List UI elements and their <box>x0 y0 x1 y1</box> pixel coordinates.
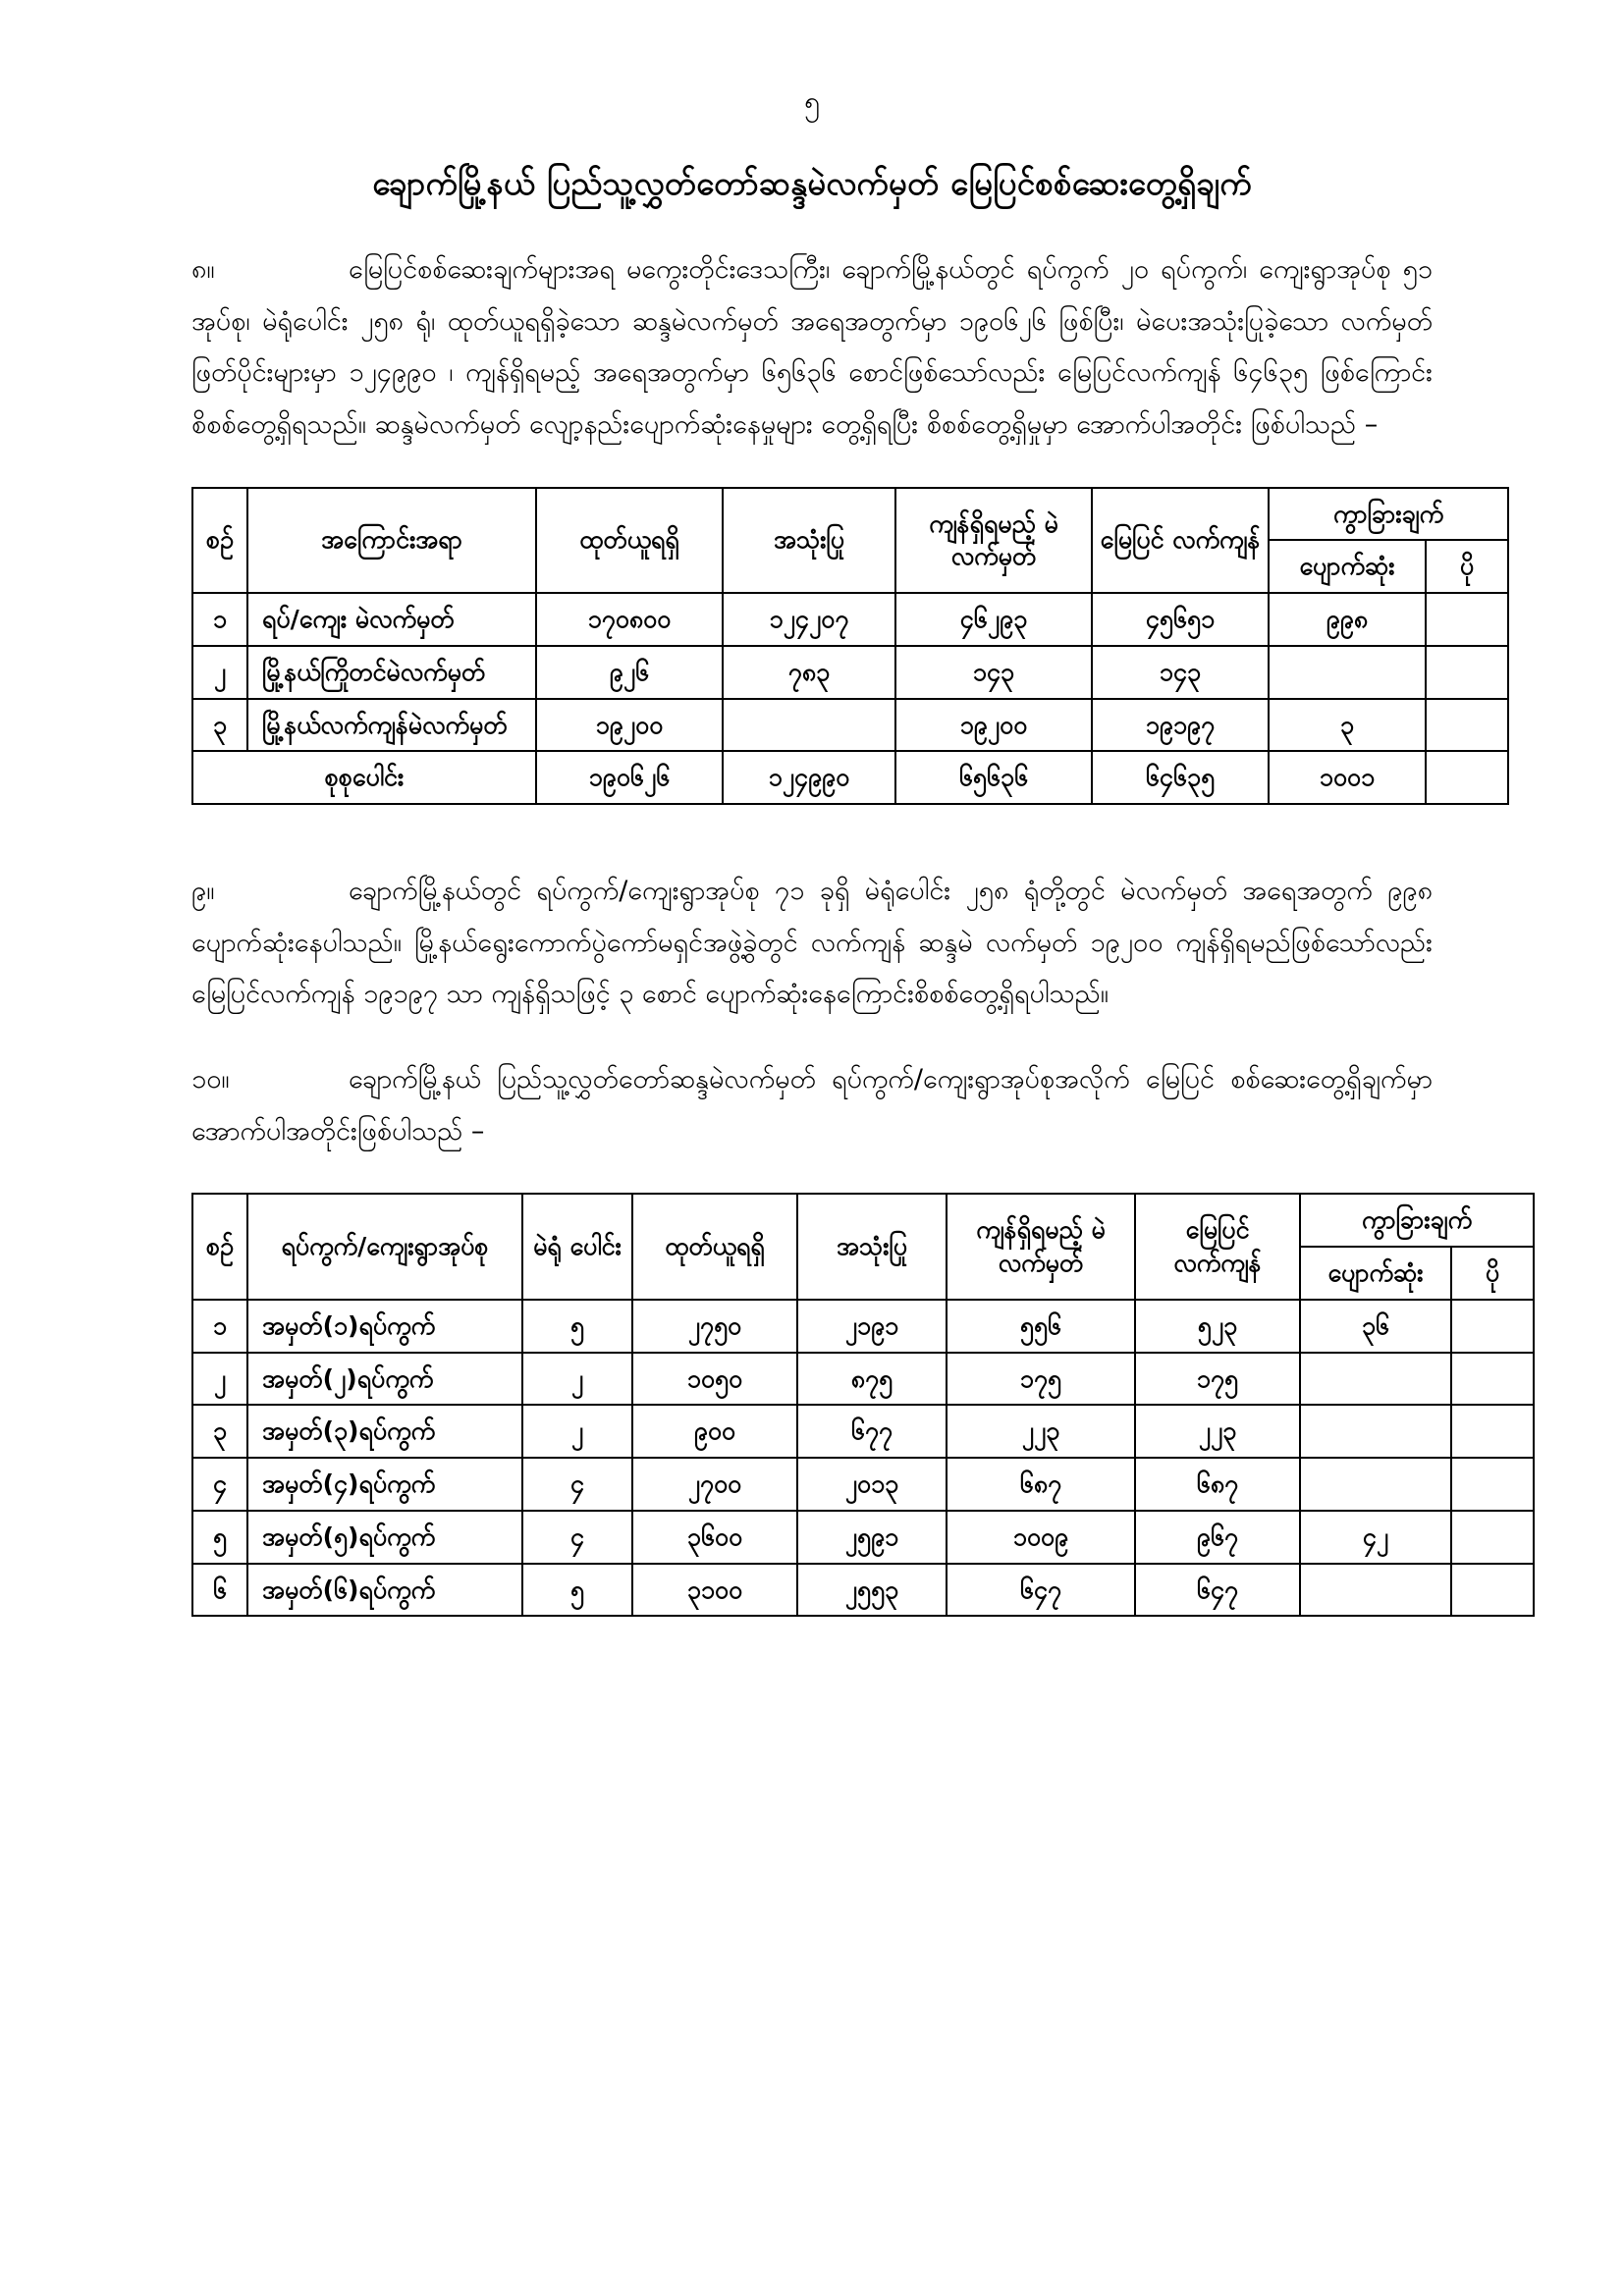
header-missing: ပျောက်ဆုံး <box>1269 540 1426 593</box>
cell-missing <box>1300 1564 1451 1617</box>
cell-extra <box>1451 1458 1534 1511</box>
cell-total-used: ၁၂၄၉၉၀ <box>723 751 895 804</box>
cell-used: ၈၇၅ <box>797 1353 947 1406</box>
cell-missing <box>1300 1405 1451 1458</box>
cell-missing: ၃၆ <box>1300 1300 1451 1353</box>
cell-boxes: ၅ <box>522 1300 632 1353</box>
cell-reason: မြို့နယ်ကြိုတင်မဲလက်မှတ် <box>247 646 536 699</box>
ward-detail-table <box>191 1193 1535 1617</box>
cell-ward: အမှတ်(၁)ရပ်ကွက် <box>247 1300 522 1353</box>
cell-extra <box>1451 1405 1534 1458</box>
cell-remain: ၁၀၀၉ <box>947 1511 1135 1564</box>
cell-boxes: ၄ <box>522 1458 632 1511</box>
cell-used: ၂၀၁၃ <box>797 1458 947 1511</box>
page-title: ချောက်မြို့နယ် ပြည်သူ့လွှတ်တော်ဆန္ဒမဲလက်မှတ် မြေပြင်စစ်ဆေးတွေ့ရှိချက် <box>372 164 1252 202</box>
table-total-row <box>192 751 1508 804</box>
cell-missing: ၄၂ <box>1300 1511 1451 1564</box>
paragraph-10-number: ၁၀။ <box>191 1063 230 1095</box>
cell-issued: ၂၇၀၀ <box>632 1458 797 1511</box>
header-ward: ရပ်ကွက်/ကျေးရွာအုပ်စု <box>247 1194 522 1300</box>
cell-remain: ၁၄၃ <box>895 646 1092 699</box>
cell-missing <box>1300 1458 1451 1511</box>
cell-issued: ၉၂၆ <box>536 646 723 699</box>
header-extra: ပို <box>1426 540 1508 593</box>
cell-remain: ၁၇၅ <box>947 1353 1135 1406</box>
header-difference: ကွာခြားချက် <box>1269 488 1508 541</box>
cell-missing: ၉၉၈ <box>1269 593 1426 646</box>
cell-total-remain: ၆၅၆၃၆ <box>895 751 1092 804</box>
header-difference: ကွာခြားချက် <box>1300 1194 1534 1247</box>
cell-no: ၂ <box>192 1353 247 1406</box>
cell-extra <box>1451 1353 1534 1406</box>
cell-used: ၂၅၅၃ <box>797 1564 947 1617</box>
cell-issued: ၉၀၀ <box>632 1405 797 1458</box>
cell-remain: ၂၂၃ <box>947 1405 1135 1458</box>
cell-used: ၂၁၉၁ <box>797 1300 947 1353</box>
header-ground: မြေပြင် လက်ကျန် <box>1092 488 1269 594</box>
cell-remain: ၄၆၂၉၃ <box>895 593 1092 646</box>
header-issued: ထုတ်ယူရရှိ <box>536 488 723 594</box>
cell-no: ၂ <box>192 646 247 699</box>
cell-ground: ၁၇၅ <box>1135 1353 1300 1406</box>
paragraph-10-text: ချောက်မြို့နယ် ပြည်သူ့လွှတ်တော်ဆန္ဒမဲလက်မှတ် ရပ်ကွက်/ကျေးရွာအုပ်စုအလိုက် မြေပြင် စစ်ဆေးတွေ့ရှိချက်မှာ အောက်ပါအတိုင်းဖြစ်ပါသည် – <box>191 1063 1433 1147</box>
cell-extra <box>1426 699 1508 752</box>
header-used: အသုံးပြု <box>797 1194 947 1300</box>
paragraph-9-text: ချောက်မြို့နယ်တွင် ရပ်ကွက်/ကျေးရွာအုပ်စု ၇၁ ခုရှိ မဲရုံပေါင်း ၂၅၈ ရုံတို့တွင် မဲလက်မှတ် အရေအတွက် ၉၉၈ ပျောက်ဆုံးနေပါသည်။ မြို့နယ်ရွေးကောက်ပွဲကော်မရှင်အဖွဲ့ခွဲတွင် လက်ကျန် ဆန္ဒမဲ လက်မှတ် ၁၉၂၀၀ ကျန်ရှိရမည်ဖြစ်သော်လည်း မြေပြင်လက်ကျန် ၁၉၁၉၇ သာ ကျန်ရှိသဖြင့် ၃ စောင် ပျောက်ဆုံးနေကြောင်းစိစစ်တွေ့ရှိရပါသည်။ <box>191 876 1433 1010</box>
table-row <box>192 593 1508 646</box>
cell-no: ၃ <box>192 699 247 752</box>
cell-extra <box>1451 1300 1534 1353</box>
cell-boxes: ၅ <box>522 1564 632 1617</box>
cell-no: ၆ <box>192 1564 247 1617</box>
cell-issued: ၃၁၀၀ <box>632 1564 797 1617</box>
cell-used <box>723 699 895 752</box>
cell-ground: ၄၅၆၅၁ <box>1092 593 1269 646</box>
paragraph-10 <box>191 1054 1433 1157</box>
spacer <box>191 805 1433 832</box>
header-remain: ကျန်ရှိရမည့် မဲလက်မှတ် <box>947 1194 1135 1300</box>
cell-used: ၁၂၄၂၀၇ <box>723 593 895 646</box>
paragraph-9 <box>191 866 1433 1021</box>
cell-ground: ၆၄၇ <box>1135 1564 1300 1617</box>
cell-no: ၁ <box>192 593 247 646</box>
cell-extra <box>1451 1511 1534 1564</box>
cell-total-missing: ၁၀၀၁ <box>1269 751 1426 804</box>
header-missing: ပျောက်ဆုံး <box>1300 1247 1451 1300</box>
paragraph-8 <box>191 244 1433 452</box>
table-row <box>192 1564 1534 1617</box>
table-row <box>192 1300 1534 1353</box>
cell-no: ၄ <box>192 1458 247 1511</box>
table-header-row <box>192 488 1508 541</box>
cell-used: ၆၇၇ <box>797 1405 947 1458</box>
cell-issued: ၁၀၅၀ <box>632 1353 797 1406</box>
cell-used: ၂၅၉၁ <box>797 1511 947 1564</box>
cell-no: ၃ <box>192 1405 247 1458</box>
cell-ground: ၁၄၃ <box>1092 646 1269 699</box>
table-row <box>192 1458 1534 1511</box>
cell-issued: ၁၇၀၈၀၀ <box>536 593 723 646</box>
cell-ground: ၁၉၁၉၇ <box>1092 699 1269 752</box>
table-row <box>192 699 1508 752</box>
paragraph-8-number: ၈။ <box>191 254 215 285</box>
cell-boxes: ၄ <box>522 1511 632 1564</box>
cell-remain: ၆၈၇ <box>947 1458 1135 1511</box>
cell-missing: ၃ <box>1269 699 1426 752</box>
cell-ward: အမှတ်(၃)ရပ်ကွက် <box>247 1405 522 1458</box>
cell-reason: မြို့နယ်လက်ကျန်မဲလက်မှတ် <box>247 699 536 752</box>
cell-missing <box>1269 646 1426 699</box>
header-used: အသုံးပြု <box>723 488 895 594</box>
cell-issued: ၃၆၀၀ <box>632 1511 797 1564</box>
cell-issued: ၂၇၅၀ <box>632 1300 797 1353</box>
cell-ward: အမှတ်(၂)ရပ်ကွက် <box>247 1353 522 1406</box>
header-no: စဉ် <box>192 488 247 594</box>
table-row <box>192 1353 1534 1406</box>
cell-remain: ၅၅၆ <box>947 1300 1135 1353</box>
cell-extra <box>1451 1564 1534 1617</box>
cell-ward: အမှတ်(၅)ရပ်ကွက် <box>247 1511 522 1564</box>
cell-issued: ၁၉၂၀၀ <box>536 699 723 752</box>
table-row <box>192 1511 1534 1564</box>
page-number: ၅ <box>804 85 820 118</box>
cell-total-extra <box>1426 751 1508 804</box>
header-boxes: မဲရုံ ပေါင်း <box>522 1194 632 1300</box>
cell-missing <box>1300 1353 1451 1406</box>
header-no: စဉ် <box>192 1194 247 1300</box>
cell-extra <box>1426 593 1508 646</box>
cell-no: ၅ <box>192 1511 247 1564</box>
cell-extra <box>1426 646 1508 699</box>
cell-ground: ၂၂၃ <box>1135 1405 1300 1458</box>
header-reason: အကြောင်းအရာ <box>247 488 536 594</box>
table-header-row <box>192 1194 1534 1247</box>
cell-remain: ၆၄၇ <box>947 1564 1135 1617</box>
cell-boxes: ၂ <box>522 1405 632 1458</box>
header-remain: ကျန်ရှိရမည့် မဲလက်မှတ် <box>895 488 1092 594</box>
header-extra: ပို <box>1451 1247 1534 1300</box>
cell-total-issued: ၁၉၀၆၂၆ <box>536 751 723 804</box>
table-row <box>192 1405 1534 1458</box>
paragraph-8-text: မြေပြင်စစ်ဆေးချက်များအရ မကွေးတိုင်းဒေသကြီး၊ ချောက်မြို့နယ်တွင် ရပ်ကွက် ၂၀ ရပ်ကွက်၊ ကျေးရွာအုပ်စု ၅၁ အုပ်စု၊ မဲရုံပေါင်း ၂၅၈ ရုံ၊ ထုတ်ယူရရှိခဲ့သော ဆန္ဒမဲလက်မှတ် အရေအတွက်မှာ ၁၉၀၆၂၆ ဖြစ်ပြီး၊ မဲပေးအသုံးပြုခဲ့သော လက်မှတ်ဖြတ်ပိုင်းများမှာ ၁၂၄၉၉၀ ၊ ကျန်ရှိရမည့် အရေအတွက်မှာ ၆၅၆၃၆ စောင်ဖြစ်သော်လည်း မြေပြင်လက်ကျန် ၆၄၆၃၅ ဖြစ်ကြောင်း စိစစ်တွေ့ရှိရသည်။ ဆန္ဒမဲလက်မှတ် လျော့နည်းပျောက်ဆုံးနေမှုများ တွေ့ရှိရပြီး စိစစ်တွေ့ရှိမှုမှာ အောက်ပါအတိုင်း ဖြစ်ပါသည် – <box>191 254 1433 440</box>
cell-boxes: ၂ <box>522 1353 632 1406</box>
cell-no: ၁ <box>192 1300 247 1353</box>
cell-total-label: စုစုပေါင်း <box>192 751 536 804</box>
summary-table <box>191 487 1509 806</box>
header-ground: မြေပြင် လက်ကျန် <box>1135 1194 1300 1300</box>
cell-remain: ၁၉၂၀၀ <box>895 699 1092 752</box>
cell-ground: ၉၆၇ <box>1135 1511 1300 1564</box>
paragraph-9-number: ၉။ <box>191 876 215 907</box>
cell-ground: ၆၈၇ <box>1135 1458 1300 1511</box>
table-row <box>192 646 1508 699</box>
cell-ward: အမှတ်(၆)ရပ်ကွက် <box>247 1564 522 1617</box>
cell-used: ၇၈၃ <box>723 646 895 699</box>
cell-ground: ၅၂၃ <box>1135 1300 1300 1353</box>
cell-reason: ရပ်/ကျေး မဲလက်မှတ် <box>247 593 536 646</box>
header-issued: ထုတ်ယူရရှိ <box>632 1194 797 1300</box>
cell-ward: အမှတ်(၄)ရပ်ကွက် <box>247 1458 522 1511</box>
cell-total-ground: ၆၄၆၃၅ <box>1092 751 1269 804</box>
